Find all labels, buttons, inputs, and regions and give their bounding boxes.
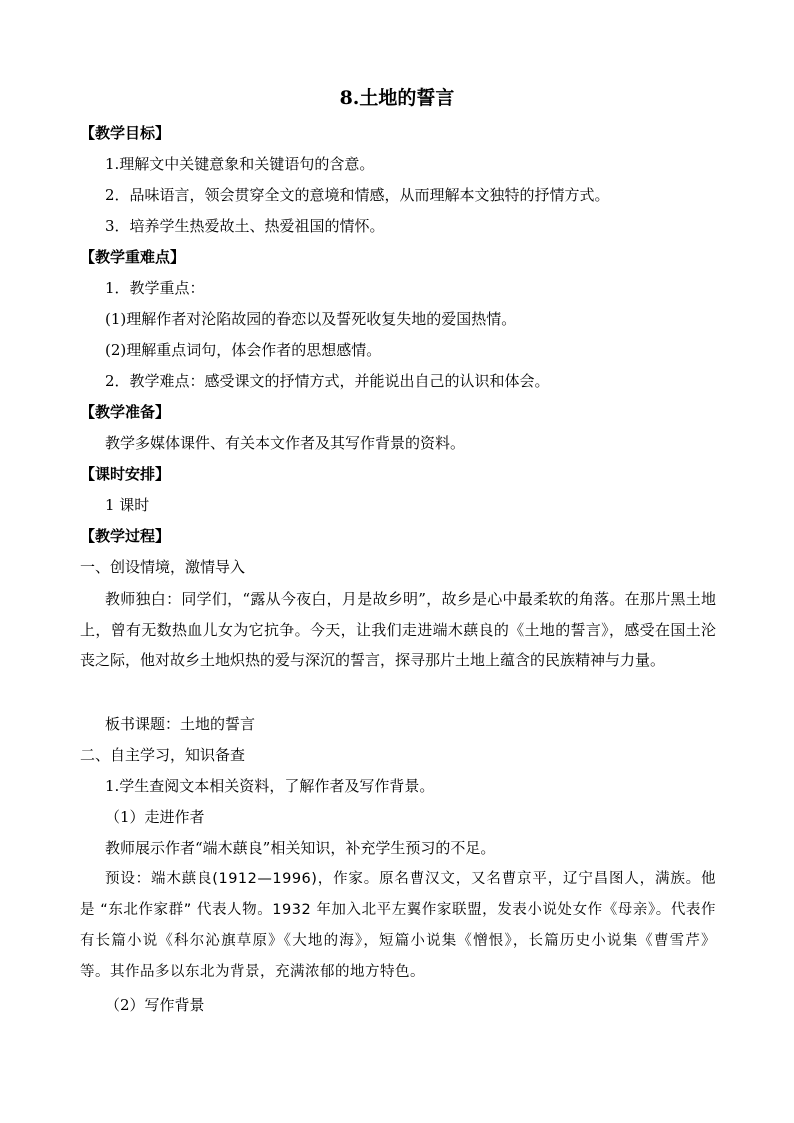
schedule-text: 1 课时 — [105, 496, 150, 514]
section1-title: 一、创设情境，激情导入 — [80, 558, 246, 576]
sub1-text: 教师展示作者“端木蕻良”相关知识，补充学生预习的不足。 — [105, 839, 496, 857]
objectives-heading: 【教学目标】 — [80, 124, 171, 142]
objective-item-2: 2．品味语言，领会贯穿全文的意境和情感，从而理解本文独特的抒情方式。 — [105, 186, 610, 204]
keypoint-item-3: (2)理解重点词句，体会作者的思想感情。 — [105, 341, 382, 359]
keypoint-item-4: 2．教学难点：感受课文的抒情方式，并能说出自己的认识和体会。 — [105, 372, 550, 390]
section2-title: 二、自主学习，知识备查 — [80, 746, 246, 764]
section1-paragraph: 教师独白：同学们，“露从今夜白，月是故乡明”，故乡是心中最柔软的角落。在那片黑土地上，曾有无数热血儿女为它抗争。今天，让我们走进端木蕻良的《土地的誓言》，感受在国土沦丧之际，他对故乡土地炽热的爱与深沉的誓言，探寻那片土地上蕴含的民族精神与力量。 — [80, 590, 716, 669]
keypoint-item-1: 1．教学重点： — [105, 279, 205, 297]
step1-text: 1.学生查阅文本相关资料，了解作者及写作背景。 — [105, 777, 435, 795]
schedule-heading: 【课时安排】 — [80, 465, 171, 483]
process-heading: 【教学过程】 — [80, 527, 171, 545]
objective-item-3: 3．培养学生热爱故土、热爱祖国的情怀。 — [105, 217, 385, 235]
keypoint-item-2: (1)理解作者对沦陷故园的眷恋以及誓死收复失地的爱国热情。 — [105, 310, 517, 328]
preset-paragraph: 预设：端木蕻良(1912—1996)，作家。原名曹汉文，又名曹京平，辽宁昌图人，满族。他是 “东北作家群” 代表人物。1932 年加入北平左翼作家联盟，发表小说处女作《母亲》。代表作有长篇小说《科尔沁旗草原》《大地的海》，短篇小说集《憎恨》，长篇历史小说集《曹雪芹》等。其作品多以东北为背景，充满浓郁的地方特色。 — [80, 871, 716, 980]
sub2-title: （2）写作背景 — [105, 996, 205, 1014]
board-title: 板书课题：土地的誓言 — [105, 715, 256, 733]
prep-heading: 【教学准备】 — [80, 403, 171, 421]
document-title: 8.土地的誓言 — [339, 87, 455, 109]
objective-item-1: 1.理解文中关键意象和关键语句的含意。 — [105, 155, 375, 173]
prep-text: 教学多媒体课件、有关本文作者及其写作背景的资料。 — [105, 434, 466, 452]
keypoints-heading: 【教学重难点】 — [80, 248, 186, 266]
sub1-title: （1）走进作者 — [105, 808, 205, 826]
